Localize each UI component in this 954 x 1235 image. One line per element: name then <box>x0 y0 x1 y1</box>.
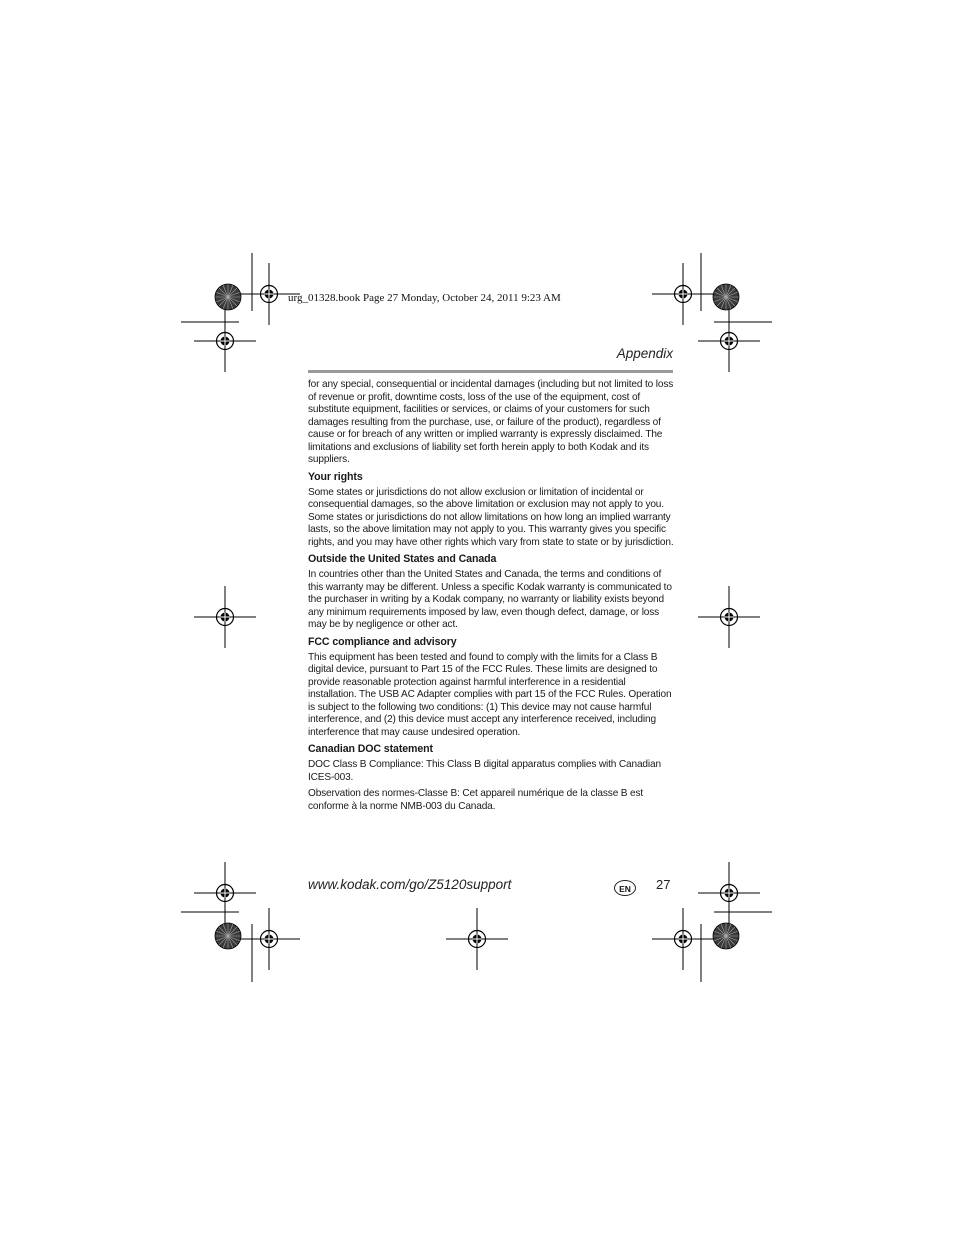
section-title: Appendix <box>616 346 673 361</box>
header-rule <box>308 370 673 373</box>
support-url-link[interactable]: www.kodak.com/go/Z5120support <box>308 877 512 892</box>
page-body <box>308 379 674 817</box>
color-target-icon <box>713 923 739 949</box>
registration-mark-icon <box>698 586 760 648</box>
registration-mark-icon <box>698 310 760 372</box>
color-target-icon <box>215 923 241 949</box>
registration-mark-icon <box>446 908 508 970</box>
registration-mark-icon <box>652 263 714 325</box>
registration-mark-icon <box>698 862 760 924</box>
file-stamp: urg_01328.book Page 27 Monday, October 24, 2011 9:23 AM <box>288 292 561 304</box>
color-target-icon <box>713 284 739 310</box>
section-heading: Outside the United States and Canada <box>308 553 497 565</box>
section-paragraph: Observation des normes-Classe B: Cet appareil numérique de la classe B est conforme à la norme NMB-003 du Canada. <box>308 788 644 812</box>
section-heading: Your rights <box>308 470 363 483</box>
registration-mark-icon <box>194 862 256 924</box>
section-paragraph: Some states or jurisdictions do not allow exclusion or limitation of incidental or consequential damages, so the above limitation or exclusion may not apply to you. Some states or jurisdictions do not allow limitations on how long an implied warranty lasts, so the above limitation may not apply to you. This warranty gives you specific rights, and you may have other rights which vary from state to state or by jurisdiction. <box>308 486 674 548</box>
section-paragraph: This equipment has been tested and found to comply with the limits for a Class B digital device, pursuant to Part 15 of the FCC Rules. These limits are designed to provide reasonable protection against harmful interference in a residential installation. The USB AC Adapter complies with part 15 of the FCC Rules. Operation is subject to the following two conditions: (1) This device may not cause harmful interference, and (2) this device must accept any interference received, including interference that may cause undesired operation. <box>308 651 672 738</box>
language-badge: EN <box>614 880 636 896</box>
registration-mark-icon <box>652 908 714 970</box>
intro-paragraph: for any special, consequential or incidental damages (including but not limited to loss of revenue or profit, downtime costs, loss of the use of the equipment, cost of substitute equipment, facilities or services, or claims of your customers for such damages resulting from the purchase, use, or failure of the product), regardless of cause or for breach of any written or implied warranty is expressly disclaimed. The limitations and exclusions of liability set forth herein apply to both Kodak and its suppliers. <box>308 379 674 465</box>
registration-mark-icon <box>238 908 300 970</box>
section-paragraph: In countries other than the United States and Canada, the terms and conditions of this warranty may be different. Unless a specific Kodak warranty is communicated to the purchaser in writing by a Kodak company, no warranty or liability exists beyond any minimum requirements imposed by law, even though defect, damage, or loss may be by negligence or other act. <box>308 569 672 630</box>
registration-mark-icon <box>194 586 256 648</box>
page-number: 27 <box>656 877 671 892</box>
section-paragraph: DOC Class B Compliance: This Class B digital apparatus complies with Canadian ICES-003. <box>308 759 661 783</box>
section-heading: FCC compliance and advisory <box>308 635 457 648</box>
section-heading: Canadian DOC statement <box>308 743 433 755</box>
color-target-icon <box>215 284 241 310</box>
registration-mark-icon <box>194 310 256 372</box>
